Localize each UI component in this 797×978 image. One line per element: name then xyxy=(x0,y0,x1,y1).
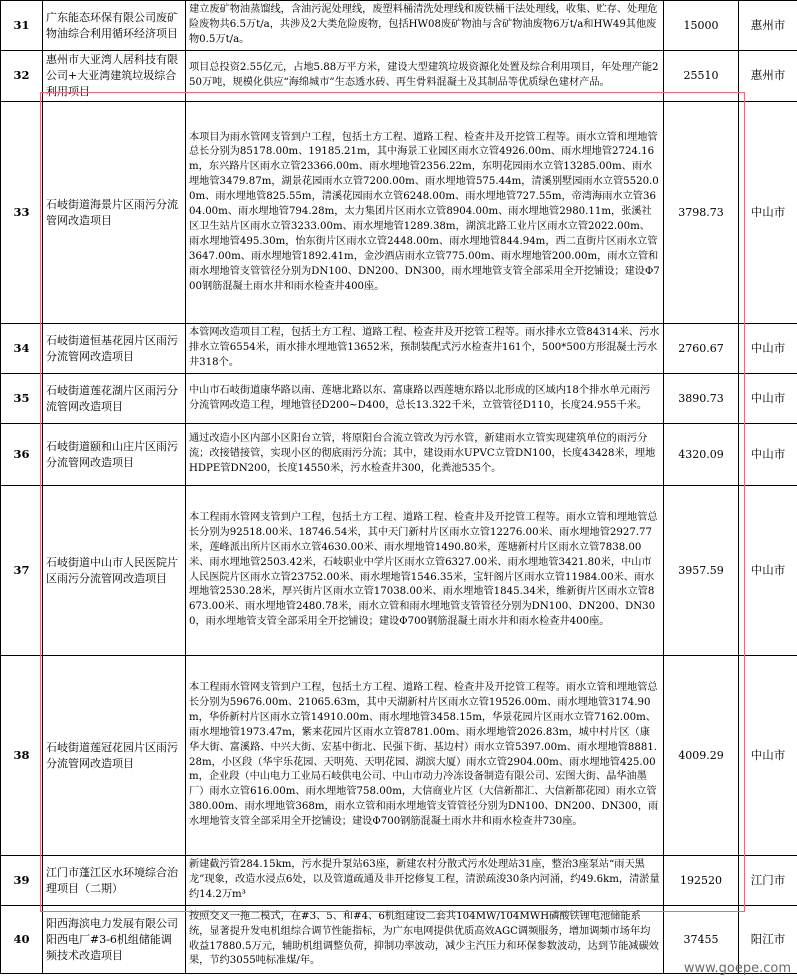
watermark: www.goepe.com xyxy=(683,961,791,976)
project-description: 新建截污管284.15km，污水提升泵站63座，新建农村分散式污水处理站31座，整治3座泵站“雨天黑龙”现象，改造水浸点6处，以及管道疏通及非开挖修复工程，清淤疏浚30条内河涌，约49.6km，清淤量约14.2万m³ xyxy=(186,856,664,906)
row-number: 36 xyxy=(1,424,43,486)
project-name: 惠州市大亚湾人居科技有限公司+大亚湾建筑垃圾综合利用项目 xyxy=(43,51,186,102)
project-name: 广东能态环保有限公司废矿物油综合利用循环经济项目 xyxy=(43,1,186,51)
investment-amount: 25510 xyxy=(664,51,739,102)
table-row xyxy=(1,102,797,324)
table-row xyxy=(1,1,797,51)
investment-amount: 3957.59 xyxy=(664,486,739,656)
investment-amount: 192520 xyxy=(664,856,739,906)
city-name: 阳江市 xyxy=(739,906,797,974)
table-row xyxy=(1,486,797,656)
table-row xyxy=(1,51,797,102)
project-description: 本管网改造项目工程，包括土方工程、道路工程、检查井及开挖管工程等。雨水排水立管84314米、污水排水立管6554米，雨水排水埋地管13652米，预制装配式污水检查井161个，500*500方形混凝土污水井318个。 xyxy=(186,324,664,374)
project-description: 本工程雨水管网支管到户工程，包括土方工程、道路工程、检查井及开挖管工程等。雨水立管和埋地管总长分别为92518.00米、18746.54米，其中天门新村片区雨水立管12276.00米、雨水埋地管2927.77米，莲峰派出所片区雨水立管4630.00米、雨水埋地管1490.80米，莲塘新村片区雨水立管7838.00米、雨水埋地管2503.42米，石岐职业中学片区雨水立管6327.00米、雨水埋地管3421.80米，中山市人民医院片区雨水立管23752.00米、雨水埋地管1546.35米，宝轩阁片区雨水立管11984.00米、雨水埋地管2530.28米，厚兴街片区雨水立管17038.00米、雨水埋地管1845.34米，维新街片区雨水立管8673.00米、雨水埋地管2480.78米，雨水立管和雨水埋地管支管管径分别为DN100、DN200、DN300，雨水埋地管支管全部采用全开挖铺设；建设Φ700钢筋混凝土雨水井和雨水检查井400座。 xyxy=(186,486,664,656)
table-row xyxy=(1,906,797,974)
row-number: 32 xyxy=(1,51,43,102)
city-name: 惠州市 xyxy=(739,1,797,51)
row-number: 35 xyxy=(1,374,43,424)
city-name: 中山市 xyxy=(739,486,797,656)
investment-amount: 4320.09 xyxy=(664,424,739,486)
table-row xyxy=(1,856,797,906)
row-number: 37 xyxy=(1,486,43,656)
project-description: 本项目为雨水管网支管到户工程，包括土方工程、道路工程、检查井及开挖管工程等。雨水立管和埋地管总长分别为85178.00m、19185.21m，其中海景工业园区雨水立管4926.00m、雨水埋地管2724.16m，东兴路片区雨水立管23366.00m、雨水埋地管2356.22m，东明花园雨水立管13285.00m、雨水埋地管3479.87m，湖景花园雨水立管7200.00m、雨水埋地管575.44m，清溪别墅园雨水立管5520.00m、雨水埋地管825.55m，清溪花园雨水立管6248.00m、雨水埋地管727.55m，帝湾海雨水立管3604.00m、雨水埋地管794.28m，太力集团片区雨水立管8904.00m、雨水埋地管2980.11m，张溪社区卫生站片区雨水立管3233.00m、雨水埋地管1289.38m，湖滨北路工业片区雨水立管2022.00m、雨水埋地管495.30m，怡东街片区雨水立管2448.00m、雨水埋地管844.94m，西二直街片区雨水立管3647.00m、雨水埋地管1892.41m，金沙酒店雨水立管775.00m、雨水埋地管200.00m，雨水立管和雨水埋地管支管管径分别为DN100、DN200、DN300，雨水埋地管支管全部采用全开挖铺设；建设Φ700钢筋混凝土雨水井和雨水检查井400座。 xyxy=(186,102,664,324)
row-number: 38 xyxy=(1,656,43,856)
row-number: 33 xyxy=(1,102,43,324)
city-name: 江门市 xyxy=(739,856,797,906)
project-name: 石岐街道中山市人民医院片区雨污分流管网改造项目 xyxy=(43,486,186,656)
city-name: 中山市 xyxy=(739,102,797,324)
city-name: 中山市 xyxy=(739,656,797,856)
project-description: 中山市石岐街道康华路以南、莲塘北路以东、富康路以西莲塘东路以北形成的区域内18个排水单元雨污分流管网改造工程，埋地管径D200~D400，总长13.322千米，立管管径D110，长度24.955千米。 xyxy=(186,374,664,424)
row-number: 31 xyxy=(1,1,43,51)
project-name: 石岐街道莲冠花园片区雨污分流管网改造项目 xyxy=(43,656,186,856)
project-description: 按照交叉一拖二模式，在#3、5、和#4、6机组建设二套共104MW/104MWH磷酸铁锂电池储能系统，显著提升发电机组综合调节性能指标，为广东电网提供优质高效AGC调频服务，增加调频市场年均收益17880.5万元，辅助机组调整负荷，抑制功率波动，减少主汽压力和环保参数波动，达到节能减碳效果，节约3055吨标准煤/年。 xyxy=(186,906,664,974)
table-row xyxy=(1,656,797,856)
project-description: 本工程雨水管网支管到户工程，包括土方工程、道路工程、检查井及开挖管工程等。雨水立管和埋地管总长分别为59676.00m、21065.63m，其中天湖新村片区雨水立管19526.00m、雨水埋地管3174.90m，华侨新村片区雨水立管14910.00m、雨水埋地管3458.15m，华景花园片区雨水立管7162.00m、雨水埋地管1973.47m，紫来花园片区雨水立管8781.00m、雨水埋地管2026.83m，城中村片区（康华大街、富溪路、中兴大街、宏基中街北、民强下街、基边村）雨水立管5397.00m、雨水埋地管8881.28m，小区段（华宇乐花园、天明苑、天明花园、湖滨大厦）雨水立管2904.00m、雨水埋地管425.00m，企业段（中山电力工业局石岐供电公司、中山市动力冷冻设备制造有限公司、宏图大街、晶华油墨厂）雨水立管616.00m、雨水埋地管758.00m，大信商业片区（大信新都汇、大信新都花园）雨水立管380.00m、雨水埋地管368m，雨水立管和雨水埋地管支管管径分别为DN100、DN200、DN300，雨水埋地管支管全部采用全开挖铺设；建设Φ700钢筋混凝土雨水井和雨水检查井730座。 xyxy=(186,656,664,856)
investment-amount: 4009.29 xyxy=(664,656,739,856)
project-name: 石岐街道颐和山庄片区雨污分流管网改造项目 xyxy=(43,424,186,486)
investment-amount: 37455 xyxy=(664,906,739,974)
row-number: 39 xyxy=(1,856,43,906)
project-description: 建立废矿物油蒸馏线，含油污泥处理线，废塑料桶清洗处理线和废铁桶干法处理线，收集、贮存、处理危险废物共6.5万t/a，共涉及2大类危险废物，包括HW08废矿物油与含矿物油废物6万t/a和HW49其他废物0.5万t/a。 xyxy=(186,1,664,51)
table-row xyxy=(1,424,797,486)
investment-amount: 3890.73 xyxy=(664,374,739,424)
city-name: 中山市 xyxy=(739,424,797,486)
project-description: 通过改造小区内部小区阳台立管，将原阳台合流立管改为污水管，新建雨水立管实现建筑单位的雨污分流；改接错接管，实现小区的彻底雨污分流；其中，建设雨水UPVC立管DN100，长度43428米，埋地HDPE管DN200，长度14550米，污水检查井300，化粪池535个。 xyxy=(186,424,664,486)
project-description: 项目总投资2.55亿元，占地5.88万平方米，建设大型建筑垃圾资源化处置及综合利用项目，年处理产能250万吨，规模化供应“海绵城市”生态透水砖、再生骨料混凝土及其制品等优质绿色建材产品。 xyxy=(186,51,664,102)
row-number: 34 xyxy=(1,324,43,374)
project-name: 石岐街道海景片区雨污分流管网改造项目 xyxy=(43,102,186,324)
investment-amount: 15000 xyxy=(664,1,739,51)
project-name: 江门市蓬江区水环境综合治理项目（二期） xyxy=(43,856,186,906)
city-name: 中山市 xyxy=(739,324,797,374)
row-number: 40 xyxy=(1,906,43,974)
project-name: 石岐街道莲花湖片区雨污分流管网改造项目 xyxy=(43,374,186,424)
table-row xyxy=(1,374,797,424)
project-name: 阳西海滨电力发展有限公司阳西电厂#3-6机组储能调频技术改造项目 xyxy=(43,906,186,974)
project-name: 石岐街道恒基花园片区雨污分流管网改造项目 xyxy=(43,324,186,374)
city-name: 惠州市 xyxy=(739,51,797,102)
table-row xyxy=(1,324,797,374)
investment-amount: 3798.73 xyxy=(664,102,739,324)
investment-amount: 2760.67 xyxy=(664,324,739,374)
city-name: 中山市 xyxy=(739,374,797,424)
